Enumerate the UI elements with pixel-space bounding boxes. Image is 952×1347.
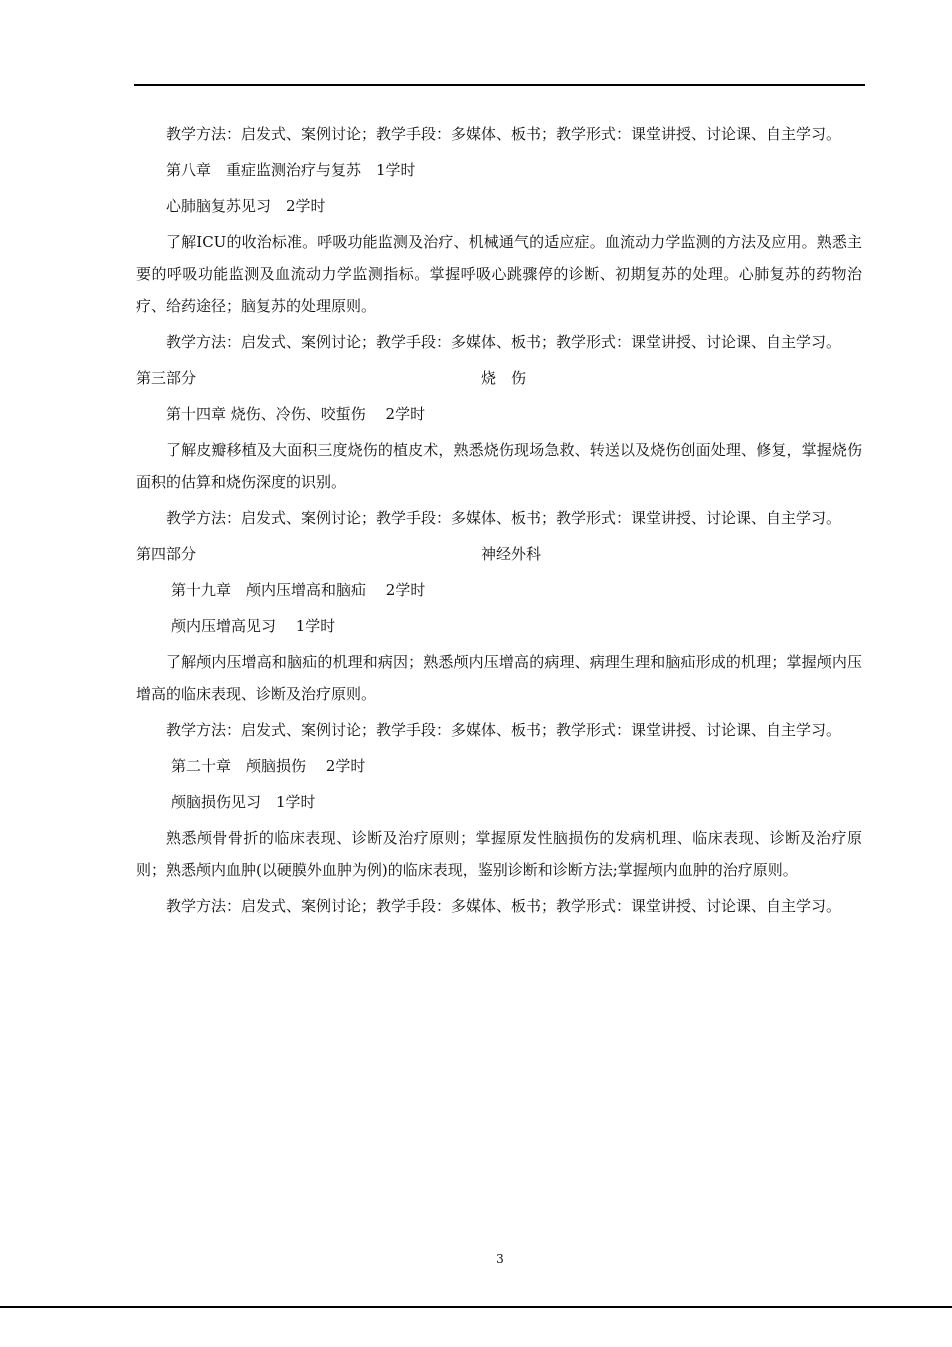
- chapter-14-heading: 第十四章 烧伤、冷伤、咬蜇伤 2学时: [166, 405, 426, 423]
- part-4-heading: [136, 538, 862, 570]
- part-3-heading: [136, 362, 862, 394]
- chapter-19-heading: 第十九章 颅内压增高和脑疝 2学时: [171, 581, 426, 599]
- cpr-practicum-heading: 心肺脑复苏见习 2学时: [166, 197, 326, 215]
- chapter-14-objectives-paragraph: 了解皮瓣移植及大面积三度烧伤的植皮术，熟悉烧伤现场急救、转送以及烧伤创面处理、修复，掌握烧伤面积的估算和烧伤深度的识别。: [136, 441, 862, 491]
- part-3-label: 第三部分: [136, 369, 197, 387]
- chapter-8-objectives-paragraph: 了解ICU的收治标准。呼吸功能监测及治疗、机械通气的适应症。血流动力学监测的方法及应用。熟悉主要的呼吸功能监测及血流动力学监测指标。掌握呼吸心跳骤停的诊断、初期复苏的处理。心肺复苏的药物治疗、给药途径；脑复苏的处理原则。: [136, 233, 862, 315]
- brain-injury-practicum-heading: 颅脑损伤见习 1学时: [171, 793, 316, 811]
- chapter-20-heading: 第二十章 颅脑损伤 2学时: [171, 757, 366, 775]
- teaching-method-paragraph: 教学方法：启发式、案例讨论；教学手段：多媒体、板书；教学形式：课堂讲授、讨论课、自主学习。: [166, 333, 842, 351]
- teaching-method-paragraph: 教学方法：启发式、案例讨论；教学手段：多媒体、板书；教学形式：课堂讲授、讨论课、自主学习。: [166, 509, 842, 527]
- part-4-label: 第四部分: [136, 545, 197, 563]
- chapter-20-objectives-paragraph: 熟悉颅骨骨折的临床表现、诊断及治疗原则；掌握原发性脑损伤的发病机理、临床表现、诊断及治疗原则；熟悉颅内血肿(以硬膜外血肿为例)的临床表现，鉴别诊断和诊断方法;掌握颅内血肿的治疗原则。: [136, 829, 862, 879]
- chapter-8-heading: 第八章 重症监测治疗与复苏 1学时: [166, 161, 416, 179]
- teaching-method-paragraph: 教学方法：启发式、案例讨论；教学手段：多媒体、板书；教学形式：课堂讲授、讨论课、自主学习。: [166, 721, 842, 739]
- page-number: 3: [496, 1252, 504, 1266]
- teaching-method-paragraph: 教学方法：启发式、案例讨论；教学手段：多媒体、板书；教学形式：课堂讲授、讨论课、自主学习。: [166, 125, 842, 143]
- icp-practicum-heading: 颅内压增高见习 1学时: [171, 617, 336, 635]
- part-4-title: 神经外科: [481, 545, 542, 563]
- header-rule: [134, 84, 865, 86]
- footer-rule: [0, 1306, 952, 1308]
- chapter-19-objectives-paragraph: 了解颅内压增高和脑疝的机理和病因；熟悉颅内压增高的病理、病理生理和脑疝形成的机理；掌握颅内压增高的临床表现、诊断及治疗原则。: [136, 653, 862, 703]
- teaching-method-paragraph: 教学方法：启发式、案例讨论；教学手段：多媒体、板书；教学形式：课堂讲授、讨论课、自主学习。: [166, 897, 842, 915]
- document-body: [136, 118, 862, 926]
- part-3-title: 烧 伤: [481, 369, 527, 387]
